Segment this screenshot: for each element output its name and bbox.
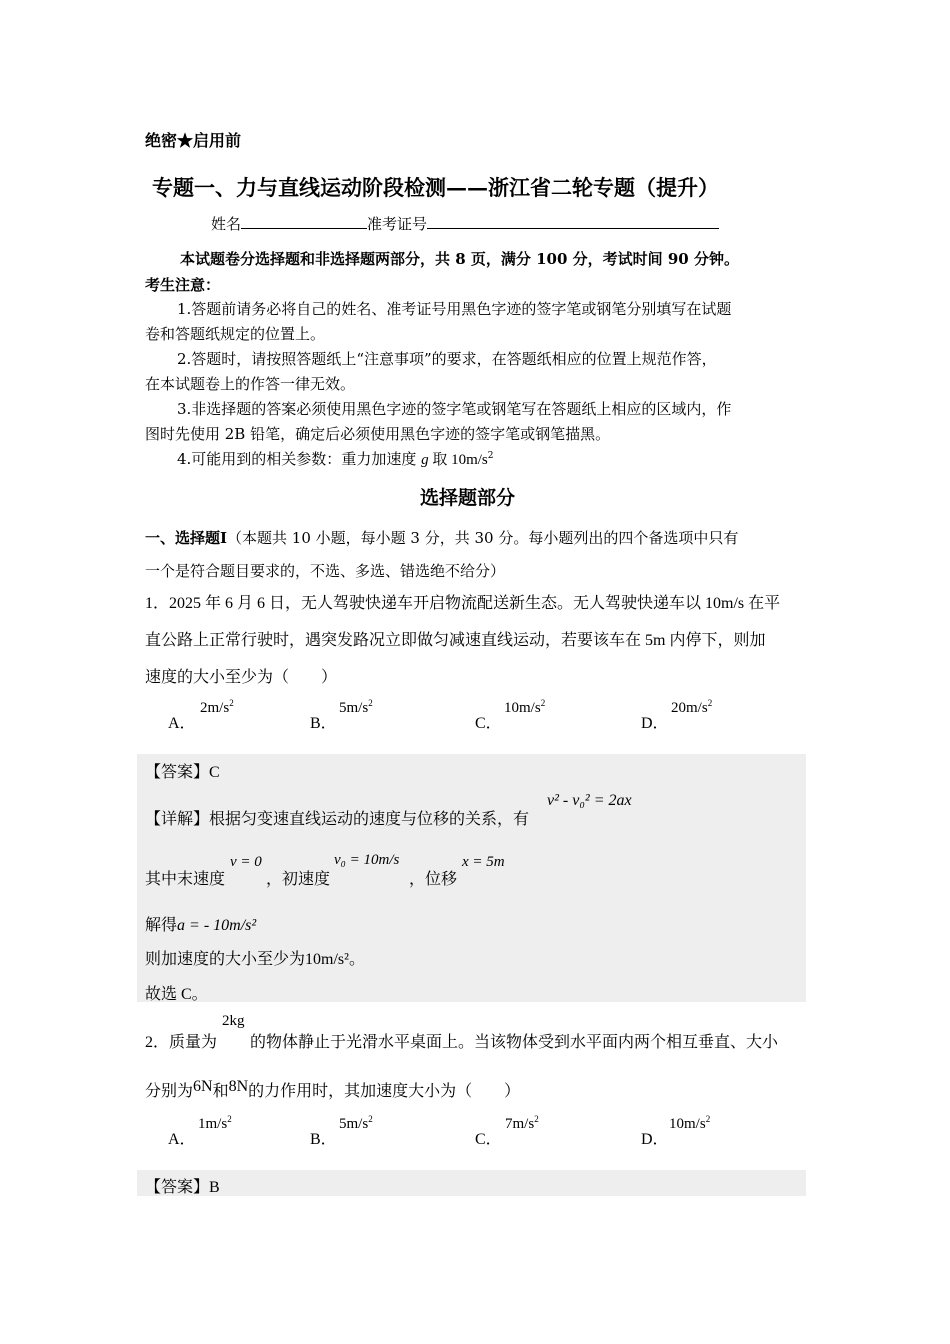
option-value: $7m/s^2$ — [505, 1114, 539, 1132]
note-4-g: g — [421, 452, 429, 468]
exam-id-label: 准考证号 — [367, 215, 428, 233]
solve-label: 解得 — [145, 917, 178, 934]
option-letter: A． — [168, 715, 196, 732]
q1-choose: 故选 C。 — [145, 986, 208, 1003]
page-title: 专题一、力与直线运动阶段检测——浙江省二轮专题（提升） — [152, 175, 719, 200]
name-field-row — [211, 213, 719, 234]
q2-line-2 — [145, 1078, 520, 1101]
conclusion-value: 10m/s² — [305, 951, 349, 968]
note-1b: 卷和答题纸规定的位置上。 — [145, 325, 326, 343]
q1-line-2: 直公路上正常行驶时，遇突发路况立即做匀减速直线运动，若要该车在 5m 内停下，则加 — [145, 632, 766, 649]
q1-line-3: 速度的大小至少为（ ） — [145, 669, 338, 686]
part-label: 一、选择题Ⅰ — [145, 529, 228, 547]
option-letter: C． — [475, 1131, 502, 1148]
q2-options — [168, 1114, 788, 1154]
note-3b: 图时先使用 2B 铅笔，确定后必须使用黑色字迹的签字笔或钢笔描黑。 — [145, 425, 611, 443]
option-letter: D． — [641, 1131, 669, 1148]
part-heading — [145, 527, 738, 548]
name-blank[interactable] — [241, 214, 367, 229]
name-label: 姓名 — [211, 215, 242, 233]
q2-line-1a: 2．质量为 — [145, 1034, 218, 1051]
q1-given-v: v = 0 — [230, 854, 262, 870]
exam-id-blank[interactable] — [427, 214, 719, 229]
q1-given-v0: v₀ = 10m/s — [334, 852, 400, 868]
option-letter: B． — [310, 1131, 337, 1148]
option-letter: B． — [310, 715, 337, 732]
q1-detail: 【详解】根据匀变速直线运动的速度与位移的关系，有 — [145, 811, 530, 828]
option-value: $10m/s^2$ — [504, 698, 546, 716]
option-value: $1m/s^2$ — [198, 1114, 232, 1132]
notice-title: 考生注意： — [145, 276, 221, 294]
option-letter: D． — [641, 715, 669, 732]
section-title: 选择题部分 — [420, 487, 516, 509]
part-desc-1: （本题共 10 小题，每小题 3 分，共 30 分。每小题列出的四个备选项中只有 — [227, 529, 739, 547]
q2-force-2: 8N — [228, 1078, 249, 1095]
q1-options — [168, 698, 788, 738]
q1-given — [145, 866, 225, 889]
option-value: $10m/s^2$ — [669, 1114, 711, 1132]
solve-expr: a = - 10m/s² — [177, 917, 257, 934]
q1-conclusion — [145, 946, 365, 969]
option-value: $5m/s^2$ — [339, 1114, 373, 1132]
secret-label: 绝密★启用前 — [145, 131, 242, 150]
note-3a: 3.非选择题的答案必须使用黑色字迹的签字笔或钢笔写在答题纸上相应的区域内，作 — [177, 400, 732, 418]
q1-given-mid: ，初速度 — [266, 871, 331, 888]
note-2b: 在本试题卷上的作答一律无效。 — [145, 375, 356, 393]
q1-answer: 【答案】C — [145, 764, 220, 781]
note-1a: 1.答题前请务必将自己的姓名、准考证号用黑色字迹的签字笔或钢笔分别填写在试题 — [177, 300, 732, 318]
q2-mass: 2kg — [222, 1013, 245, 1029]
note-4-value: 取 10m/s — [428, 452, 488, 468]
exam-intro: 本试题卷分选择题和非选择题两部分，共 8 页，满分 100 分，考试时间 90 分钟。 — [180, 250, 739, 268]
note-2a: 2.答题时，请按照答题纸上“注意事项”的要求，在答题纸相应的位置上规范作答， — [177, 350, 717, 368]
part-desc-2: 一个是符合题目要求的，不选、多选、错选绝不给分） — [145, 562, 506, 580]
q2-text-a: 分别为 — [145, 1083, 194, 1100]
q2-answer-block — [137, 1170, 806, 1196]
q2-text-c: 的力作用时，其加速度大小为（ ） — [248, 1083, 521, 1100]
q2-line-1b: 的物体静止于光滑水平桌面上。当该物体受到水平面内两个相互垂直、大小 — [250, 1034, 779, 1051]
q2-text-b: 和 — [212, 1083, 229, 1100]
option-value: $20m/s^2$ — [671, 698, 713, 716]
option-letter: A． — [168, 1131, 196, 1148]
note-4 — [177, 448, 494, 469]
q1-solve — [145, 912, 256, 935]
option-value: $2m/s^2$ — [200, 698, 234, 716]
q1-given-mid2: ，位移 — [409, 871, 458, 888]
q2-force-1: 6N — [193, 1078, 213, 1095]
q2-answer: 【答案】B — [145, 1179, 220, 1196]
note-4-text: 4.可能用到的相关参数：重力加速度 — [177, 450, 422, 468]
conclusion-label: 则加速度的大小至少为 — [145, 951, 306, 968]
option-letter: C． — [475, 715, 502, 732]
option-value: $5m/s^2$ — [339, 698, 373, 716]
note-4-sup: 2 — [487, 451, 494, 461]
q1-formula: v² - v₀² = 2ax — [547, 792, 632, 809]
q1-line-1: 1．2025 年 6 月 6 日，无人驾驶快递车开启物流配送新生态。无人驾驶快递车以 10m/s 在平 — [145, 595, 781, 612]
conclusion-suffix: 。 — [348, 951, 365, 968]
q1-given-x: x = 5m — [462, 854, 505, 870]
given-label: 其中末速度 — [145, 871, 226, 888]
